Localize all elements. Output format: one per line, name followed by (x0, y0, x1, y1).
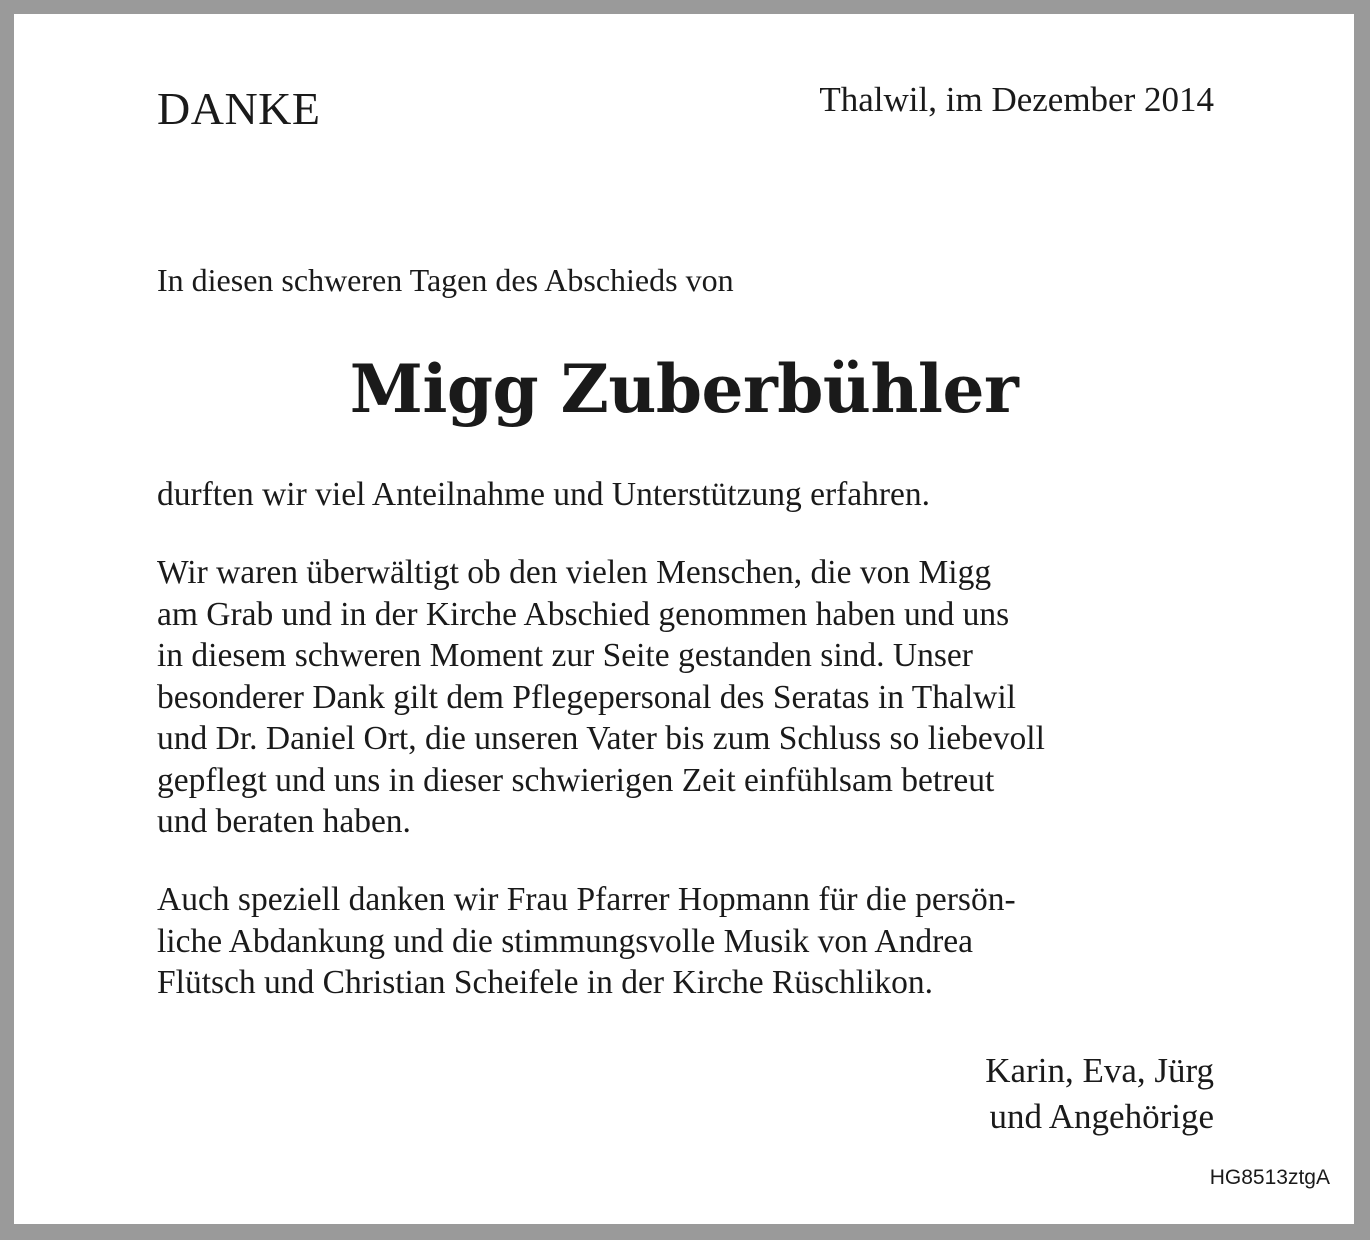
deceased-name: Migg Zuberbühler (349, 350, 1019, 428)
paragraph-line: liche Abdankung und die stimmungsvolle Musik von Andrea (157, 922, 974, 960)
paragraph-line: am Grab und in der Kirche Abschied genommen haben und uns (157, 595, 1010, 633)
paragraph-1 (157, 474, 1227, 516)
paragraph-line: und beraten haben. (157, 803, 411, 840)
paragraph-line: Flütsch und Christian Scheifele in der Kirche Rüschlikon. (157, 964, 933, 1001)
paragraph-line: und Dr. Daniel Ort, die unseren Vater bis zum Schluss so liebevoll (157, 720, 1045, 757)
signature-line: und Angehörige (989, 1097, 1214, 1136)
paragraph-line: Auch speziell danken wir Frau Pfarrer Hopmann für die persön- (157, 881, 1016, 918)
intro-text: In diesen schweren Tagen des Abschieds von (157, 262, 734, 298)
paragraph-line: Wir waren überwältigt ob den vielen Menschen, die von Migg (157, 554, 992, 591)
notice-page (14, 14, 1354, 1224)
paragraph-3 (157, 879, 1227, 1004)
notice-heading: DANKE (157, 83, 321, 134)
paragraph-line: in diesem schweren Moment zur Seite gestanden sind. Unser (157, 637, 973, 674)
paragraph-line: besonderer Dank gilt dem Pflegepersonal des Seratas in Thalwil (157, 678, 1016, 716)
signature-line: Karin, Eva, Jürg (985, 1051, 1214, 1090)
paragraph-2 (157, 552, 1227, 843)
place-date: Thalwil, im Dezember 2014 (819, 80, 1214, 119)
signature-block (985, 1048, 1214, 1140)
paragraph-line: durften wir viel Anteilnahme und Unterstützung erfahren. (157, 476, 931, 513)
reference-code: HG8513ztgA (1209, 1166, 1330, 1189)
paragraph-line: gepflegt und uns in dieser schwierigen Zeit einfühlsam betreut (157, 761, 995, 799)
